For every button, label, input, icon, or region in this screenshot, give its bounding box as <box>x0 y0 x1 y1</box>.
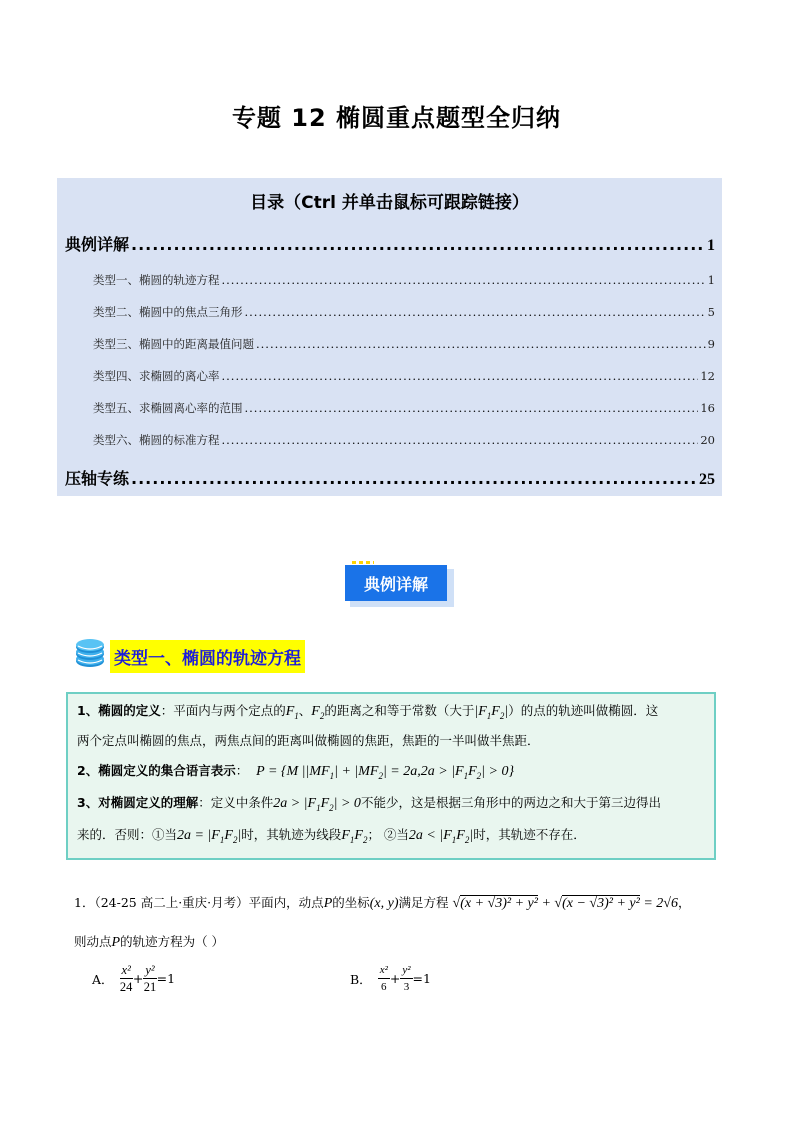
toc-entry-page[interactable]: 1 <box>707 273 715 287</box>
toc-entry-page[interactable]: 9 <box>707 337 715 351</box>
set-language-heading: 2、椭圆定义的集合语言表示 <box>77 763 236 778</box>
toc-leader-dots <box>222 433 699 447</box>
banner-decoration <box>352 561 374 564</box>
understanding-heading: 3、对椭圆定义的理解 <box>77 795 199 810</box>
toc-entry[interactable] <box>93 336 715 352</box>
toc-entry-page[interactable]: 20 <box>700 433 715 447</box>
option-a[interactable]: A． $\frac{\text{x²}}{24}$ + $\frac{\text{y²}}{21}$ =1 <box>92 963 176 994</box>
toc-entry-label[interactable]: 类型二、椭圆中的焦点三角形 <box>93 305 243 319</box>
toc-leader-dots <box>131 469 697 488</box>
toc-entry[interactable] <box>93 272 715 288</box>
question-1-line-2: 则动点P的轨迹方程为（ ） <box>74 934 225 950</box>
toc-entry[interactable] <box>93 400 715 416</box>
toc-entry-label[interactable]: 典例详解 <box>65 235 130 254</box>
toc-entry-page[interactable]: 1 <box>707 237 715 254</box>
toc-entry-page[interactable]: 25 <box>699 471 715 488</box>
toc-entry-page[interactable]: 12 <box>700 369 715 383</box>
toc-leader-dots <box>222 273 706 287</box>
toc-leader-dots <box>245 401 699 415</box>
toc-entry[interactable] <box>93 432 715 448</box>
toc-entry-label[interactable]: 压轴专练 <box>65 469 130 488</box>
type-heading <box>74 636 305 676</box>
toc-leader-dots <box>222 369 699 383</box>
type-heading-label: 类型一、椭圆的轨迹方程 <box>110 640 305 673</box>
toc-leader-dots <box>131 235 705 254</box>
page-title: 专题 12 椭圆重点题型全归纳 <box>231 104 562 132</box>
section-banner: 典例详解 <box>345 565 447 601</box>
toc-entry-label[interactable]: 类型四、求椭圆的离心率 <box>93 369 220 383</box>
definition-line-2: 两个定点叫椭圆的焦点，两焦点间的距离叫做椭圆的焦距，焦距的一半叫做半焦距． <box>77 733 540 748</box>
toc-entry[interactable] <box>93 304 715 320</box>
set-language-line: 2、椭圆定义的集合语言表示： P = {M $||MF_1| + |MF_2| = 2a,2a > |F_1F_2| > 0$} <box>77 763 515 781</box>
toc-leader-dots <box>245 305 706 319</box>
toc-leader-dots <box>256 337 706 351</box>
toc-entry-label[interactable]: 类型六、椭圆的标准方程 <box>93 433 220 447</box>
question-1-line-1: 1．（24-25 高二上·重庆·月考）平面内，动点P的坐标(x, y)满足方程 √(x + √3)² + y² + √(x − √3)² + y² = 2√6， <box>74 895 691 911</box>
toc-entry-label[interactable]: 类型五、求椭圆离心率的范围 <box>93 401 243 415</box>
toc-heading: 目录（Ctrl 并单击鼠标可跟踪链接） <box>250 193 529 213</box>
toc-entry-label[interactable]: 类型三、椭圆中的距离最值问题 <box>93 337 254 351</box>
toc-entry-page[interactable]: 5 <box>707 305 715 319</box>
knowledge-box <box>66 692 716 860</box>
definition-line: 1、椭圆的定义：平面内与两个定点的$F_1$、$F_2$的距离之和等于常数（大于$|F_1F_2|$）的点的轨迹叫做椭圆．这 <box>77 703 659 721</box>
toc-entry-page[interactable]: 16 <box>700 401 715 415</box>
books-icon <box>74 638 106 674</box>
understanding-line-2: 来的．否则：①当$2a = |F_1F_2|$时，其轨迹为线段$F_1F_2$； ②当$2a < |F_1F_2|$时，其轨迹不存在． <box>77 827 586 845</box>
table-of-contents <box>57 178 722 496</box>
equation: √(x + √3)² + y² + √(x − √3)² + y² = 2√6 <box>452 896 678 911</box>
definition-heading: 1、椭圆的定义 <box>77 703 161 718</box>
toc-entry-label[interactable]: 类型一、椭圆的轨迹方程 <box>93 273 220 287</box>
toc-entry[interactable] <box>65 466 715 489</box>
option-b[interactable]: B． $\frac{\text{x²}}{6}$ + $\frac{\text{y²}}{3}$ =1 <box>350 964 431 993</box>
toc-entry[interactable] <box>93 368 715 384</box>
understanding-line: 3、对椭圆定义的理解：定义中条件$2a > |F_1F_2| > 0$不能少，这是根据三角形中的两边之和大于第三边得出 <box>77 795 661 813</box>
toc-entry[interactable] <box>65 232 715 255</box>
